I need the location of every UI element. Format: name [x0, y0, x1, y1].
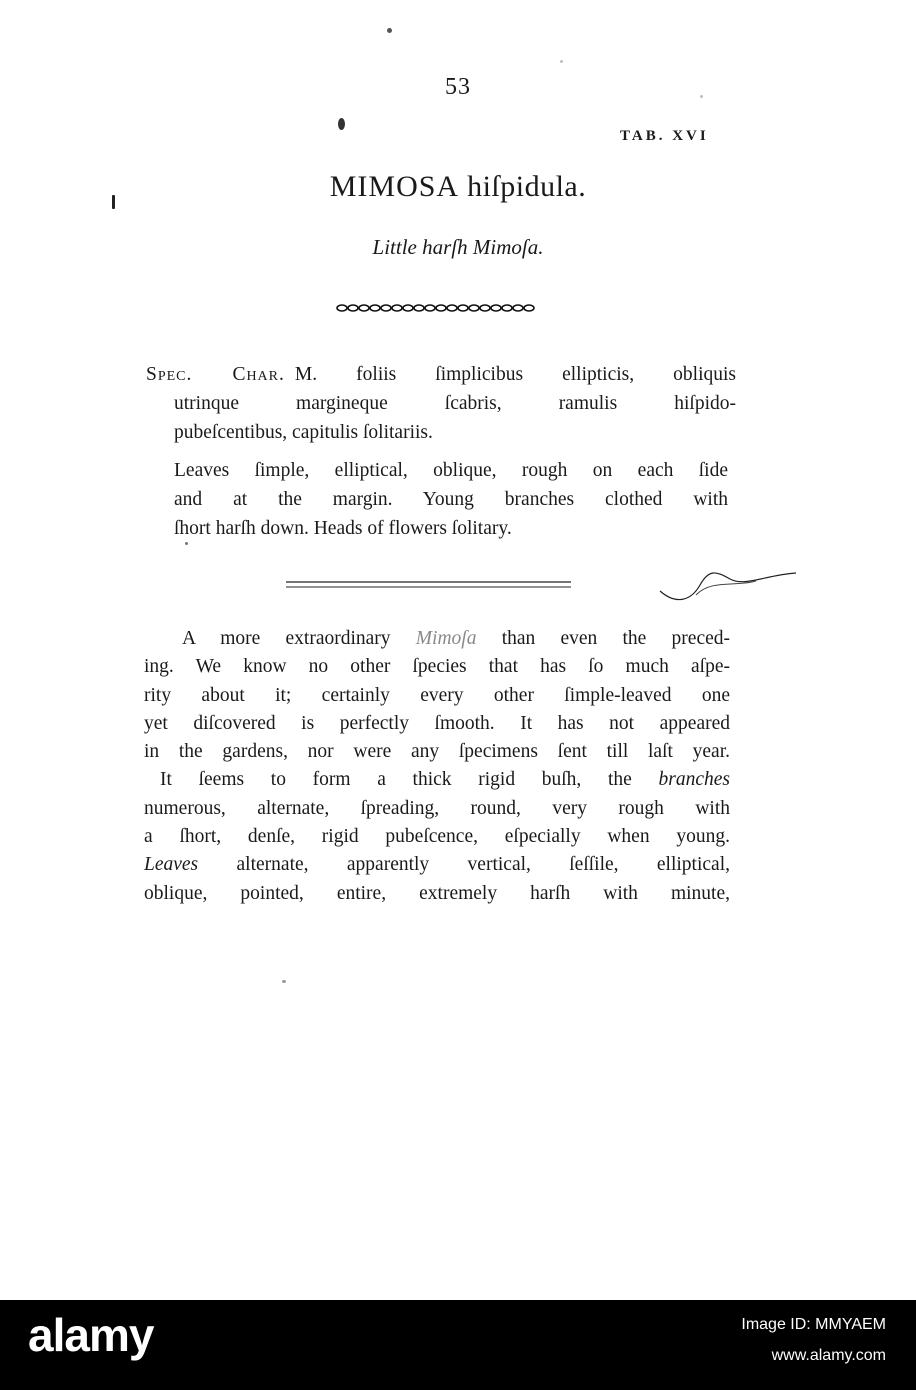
brand-logo: alamy [28, 1309, 154, 1361]
body-line: yet diſcovered is perfectly ſmooth. It has not appeared [144, 712, 730, 734]
genus-mention: Mimoſa [415, 628, 477, 649]
description-line: Leaves ſimple, elliptical, oblique, rough on each ſide [174, 460, 728, 481]
scan-speck [338, 118, 345, 130]
specific-character [146, 360, 736, 447]
description-line: and at the margin. Young branches clothed with [174, 489, 728, 510]
image-id-label: Image ID: MMYAEM [741, 1316, 886, 1333]
term-leaves: Leaves [144, 854, 199, 876]
scan-speck [387, 28, 392, 33]
title-genus: MIMOSA [329, 170, 460, 203]
spec-line: utrinque margineque ſcabris, ramulis hiſpido- [174, 393, 736, 414]
description-line: ſhort harſh down. Heads of flowers ſolitary. [174, 518, 512, 539]
body-line: rity about it; certainly every other ſimple-leaved one [144, 684, 730, 706]
english-description [174, 456, 728, 543]
body-line: oblique, pointed, entire, extremely harſh with minute, [144, 882, 730, 904]
scan-speck [282, 980, 286, 983]
title-species: hiſpidula. [467, 170, 587, 203]
spec-label: Spec. Char. [146, 364, 285, 385]
body-text [144, 625, 730, 908]
spec-line: pubeſcentibus, capitulis ſolitariis. [174, 422, 433, 443]
spec-line: Spec. Char. M. foliis ſimplicibus ellipticis, obliquis [146, 364, 736, 385]
plate-reference: TAB. XVI [620, 128, 709, 144]
body-line: Leaves alternate, apparently vertical, ſeſſile, elliptical, [144, 854, 730, 876]
double-rule [286, 580, 571, 590]
body-line: in the gardens, nor were any ſpecimens ſent till laſt year. [144, 741, 730, 763]
body-line: A more extraordinary Mimoſa than even the preced- [182, 628, 731, 649]
body-line: numerous, alternate, ſpreading, round, very rough with [144, 797, 730, 819]
scan-speck [560, 60, 563, 63]
page-title [0, 170, 916, 204]
body-line: ing. We know no other ſpecies that has ſo much aſpe- [144, 656, 730, 678]
chain-ornament [336, 303, 541, 313]
common-name: Little harſh Mimoſa. [372, 235, 544, 259]
term-branches: branches [658, 769, 730, 791]
page-number: 53 [445, 74, 471, 100]
body-line: It ſeems to form a thick rigid buſh, the branches [160, 769, 730, 791]
scan-scribble [656, 565, 806, 605]
site-url: www.alamy.com [771, 1347, 886, 1364]
body-line: a ſhort, denſe, rigid pubeſcence, eſpecially when young. [144, 826, 730, 848]
